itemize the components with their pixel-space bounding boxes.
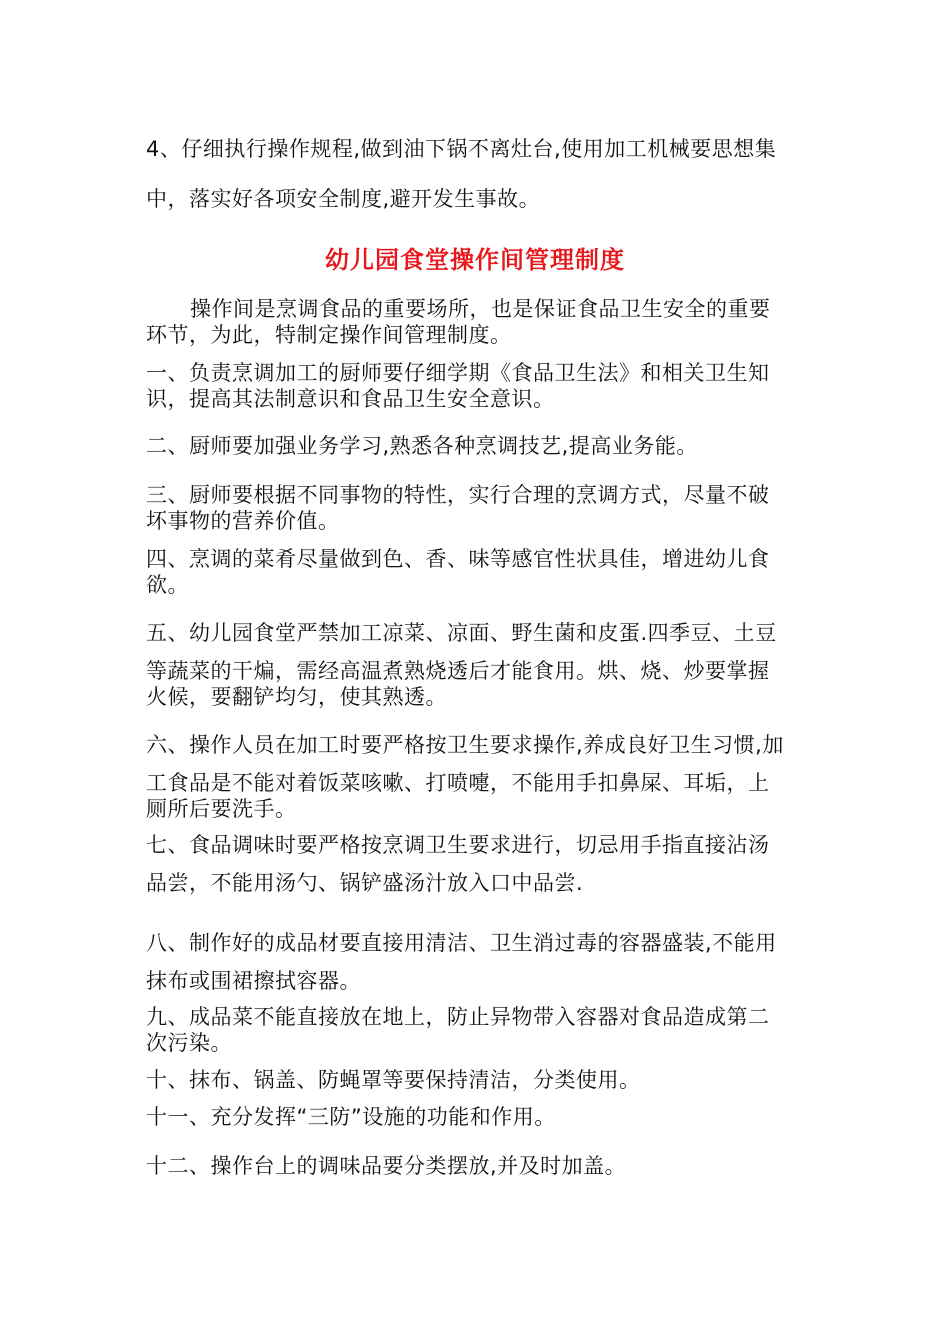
paragraph-line: 识，提高其法制意识和食品卫生安全意识。	[146, 387, 555, 411]
paragraph-line: 十一、充分发挥“三防”设施的功能和作用。	[146, 1105, 556, 1129]
paragraph-line: 六、操作人员在加工时要严格按卫生要求操作,养成良好卫生习惯,加	[146, 733, 784, 757]
paragraph-line: 火候，要翻铲均匀，使其熟透。	[146, 685, 447, 709]
paragraph-line: 三、厨师要根据不同事物的特性，实行合理的烹调方式，尽量不破	[146, 483, 770, 507]
paragraph-line: 坏事物的营养价值。	[146, 509, 340, 533]
paragraph-line: 等蔬菜的干煸，需经高温煮熟烧透后才能食用。烘、烧、炒要掌握	[146, 659, 770, 683]
paragraph-line: 七、食品调味时要严格按烹调卫生要求进行，切忌用手指直接沾汤	[146, 833, 770, 857]
paragraph-line: 九、成品菜不能直接放在地上，防止异物带入容器对食品造成第二	[146, 1005, 770, 1029]
paragraph-line: 欲。	[146, 573, 189, 597]
intro-line: 4、仔细执行操作规程,做到油下锅不离灶台,使用加工机械要思想集	[146, 137, 777, 161]
paragraph-line: 环节，为此，特制定操作间管理制度。	[146, 323, 512, 347]
paragraph-line: 次污染。	[146, 1031, 232, 1055]
paragraph-line: 抹布或围裙擦拭容器。	[146, 969, 361, 993]
paragraph-line: 操作间是烹调食品的重要场所，也是保证食品卫生安全的重要	[190, 297, 771, 321]
paragraph-line: 五、幼儿园食堂严禁加工凉菜、凉面、野生菌和皮蛋.四季豆、土豆	[146, 621, 777, 645]
paragraph-line: 厕所后要洗手。	[146, 797, 297, 821]
paragraph-line: 二、厨师要加强业务学习,熟悉各种烹调技艺,提高业务能。	[146, 434, 698, 458]
paragraph-line: 四、烹调的菜肴尽量做到色、香、味等感官性状具佳，增进幼儿食	[146, 547, 770, 571]
paragraph-line: 十二、操作台上的调味品要分类摆放,并及时加盖。	[146, 1154, 627, 1178]
paragraph-line: 工食品是不能对着饭菜咳嗽、打喷嚏，不能用手扣鼻屎、耳垢，上	[146, 771, 770, 795]
document-title: 幼儿园食堂操作间管理制度	[325, 246, 625, 274]
paragraph-line: 一、负责烹调加工的厨师要仔细学期《食品卫生法》和相关卫生知	[146, 361, 770, 385]
intro-line: 中，落实好各项安全制度,避开发生事故。	[146, 187, 541, 211]
paragraph-line: 十、抹布、锅盖、防蝇罩等要保持清洁，分类使用。	[146, 1068, 641, 1092]
paragraph-line: 八、制作好的成品材要直接用清洁、卫生消过毒的容器盛装,不能用	[146, 931, 777, 955]
paragraph-line: 品尝，不能用汤勺、锅铲盛汤汁放入口中品尝.	[146, 871, 584, 895]
